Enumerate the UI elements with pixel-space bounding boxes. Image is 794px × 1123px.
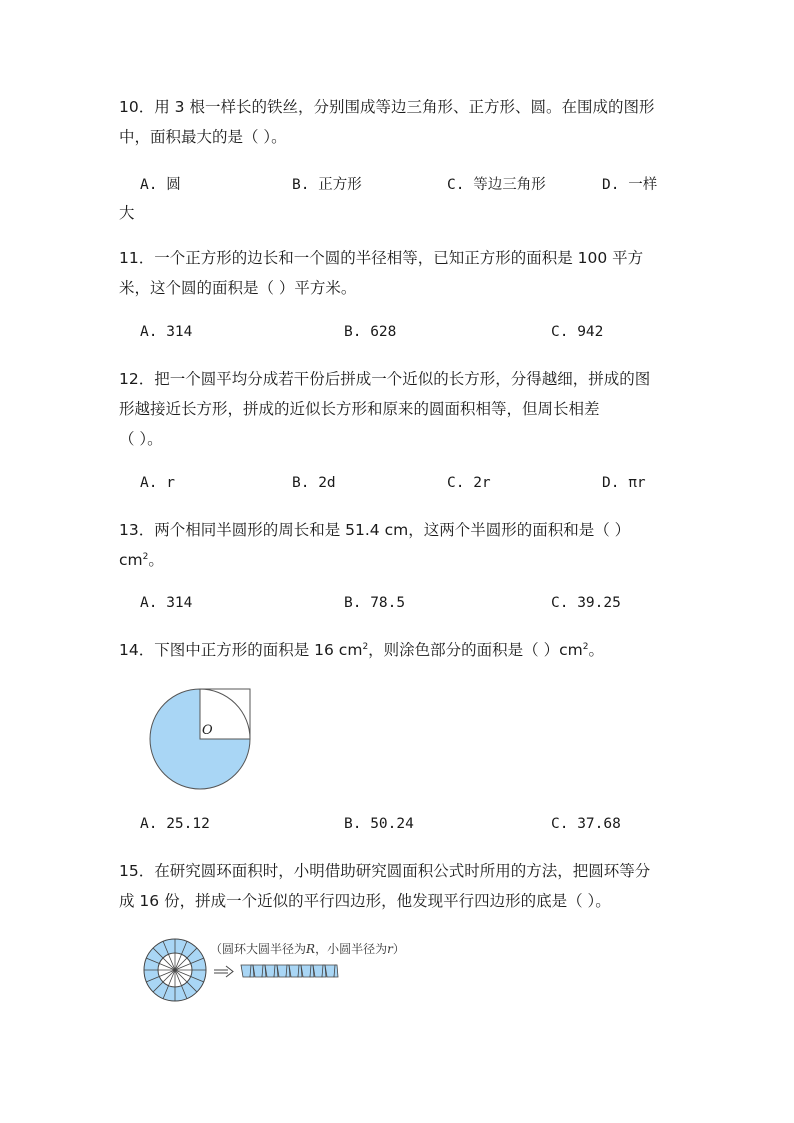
q12-options: [140, 475, 680, 497]
q11-options: [140, 324, 680, 346]
q14-option-a[interactable]: A. 25.12: [140, 816, 210, 832]
q14-figure: [144, 684, 256, 790]
q14-exponent-1: 2: [362, 641, 369, 652]
q12-option-d[interactable]: D. πr: [602, 475, 646, 491]
q13-unit-exponent: 2: [142, 551, 149, 562]
q13-options: [140, 595, 680, 617]
q15-ring: [144, 939, 206, 1001]
q15-parallelogram-strip: [241, 965, 338, 977]
strip-piece: [334, 965, 338, 977]
q15-text-line1: 15．在研究圆环面积时，小明借助研究圆面积公式时所用的方法，把圆环等分: [119, 862, 651, 880]
q10-options: [140, 173, 680, 195]
q13-text-line2: [119, 550, 679, 570]
q13-option-b[interactable]: B. 78.5: [344, 595, 406, 611]
q11-option-c[interactable]: C. 942: [551, 324, 604, 340]
q10-option-b[interactable]: B. 正方形: [292, 177, 362, 193]
q10-option-a[interactable]: A. 圆: [140, 177, 181, 193]
q11-option-a[interactable]: A. 314: [140, 324, 193, 340]
q10-option-d[interactable]: D. 一样: [602, 177, 658, 193]
q14-exponent-2: 2: [582, 641, 589, 652]
q13-option-c[interactable]: C. 39.25: [551, 595, 621, 611]
q14-option-b[interactable]: B. 50.24: [344, 816, 414, 832]
q10-option-c[interactable]: C. 等边三角形: [447, 177, 546, 193]
q14-options: [140, 816, 680, 838]
q14-text-line1: [119, 640, 679, 660]
q14-text-c: 。: [588, 641, 604, 659]
q12-option-c[interactable]: C. 2r: [447, 475, 491, 491]
q15-note-c: ）: [392, 942, 405, 956]
q15-note-b: ，小圆半径为: [315, 942, 388, 956]
q12-text-line1: 12．把一个圆平均分成若干份后拼成一个近似的长方形，分得越细，拼成的图: [119, 370, 651, 388]
q14-center-label: O: [202, 723, 213, 738]
q13-text-line1: 13．两个相同半圆形的周长和是 51.4 cm，这两个半圆形的面积和是（ ）: [119, 521, 631, 539]
q12-text-line3: （ ）。: [119, 430, 163, 448]
q14-option-c[interactable]: C. 37.68: [551, 816, 621, 832]
q10-option-d-continued: 大: [119, 204, 135, 222]
q13-option-a[interactable]: A. 314: [140, 595, 193, 611]
q13-unit: cm: [119, 551, 143, 569]
q14-text-b: ，则涂色部分的面积是（ ）cm: [368, 641, 583, 659]
q15-note-R: R: [306, 942, 316, 956]
arrow-right-icon: [214, 966, 233, 977]
q12-option-b[interactable]: B. 2d: [292, 475, 336, 491]
q15-text-line2: 成 16 份，拼成一个近似的平行四边形，他发现平行四边形的底是（ ）。: [119, 892, 611, 910]
q15-figure-note: [210, 941, 405, 956]
q11-text-line1: 11．一个正方形的边长和一个圆的半径相等，已知正方形的面积是 100 平方: [119, 249, 644, 267]
q12-option-a[interactable]: A. r: [140, 475, 175, 491]
q11-option-b[interactable]: B. 628: [344, 324, 397, 340]
q14-text-a: 14．下图中正方形的面积是 16 cm: [119, 641, 363, 659]
q15-note-a: （圆环大圆半径为: [210, 942, 307, 956]
q15-note-r: r: [387, 942, 393, 956]
q11-text-line2: 米，这个圆的面积是（ ）平方米。: [119, 279, 357, 297]
q10-text-line2: 中，面积最大的是（ ）。: [119, 128, 287, 146]
q13-line2-end: 。: [148, 551, 164, 569]
q12-text-line2: 形越接近长方形，拼成的近似长方形和原来的圆面积相等，但周长相差: [119, 400, 600, 418]
q10-text-line1: 10．用 3 根一样长的铁丝，分别围成等边三角形、正方形、圆。在围成的图形: [119, 98, 655, 116]
q15-figure: [140, 935, 440, 1005]
